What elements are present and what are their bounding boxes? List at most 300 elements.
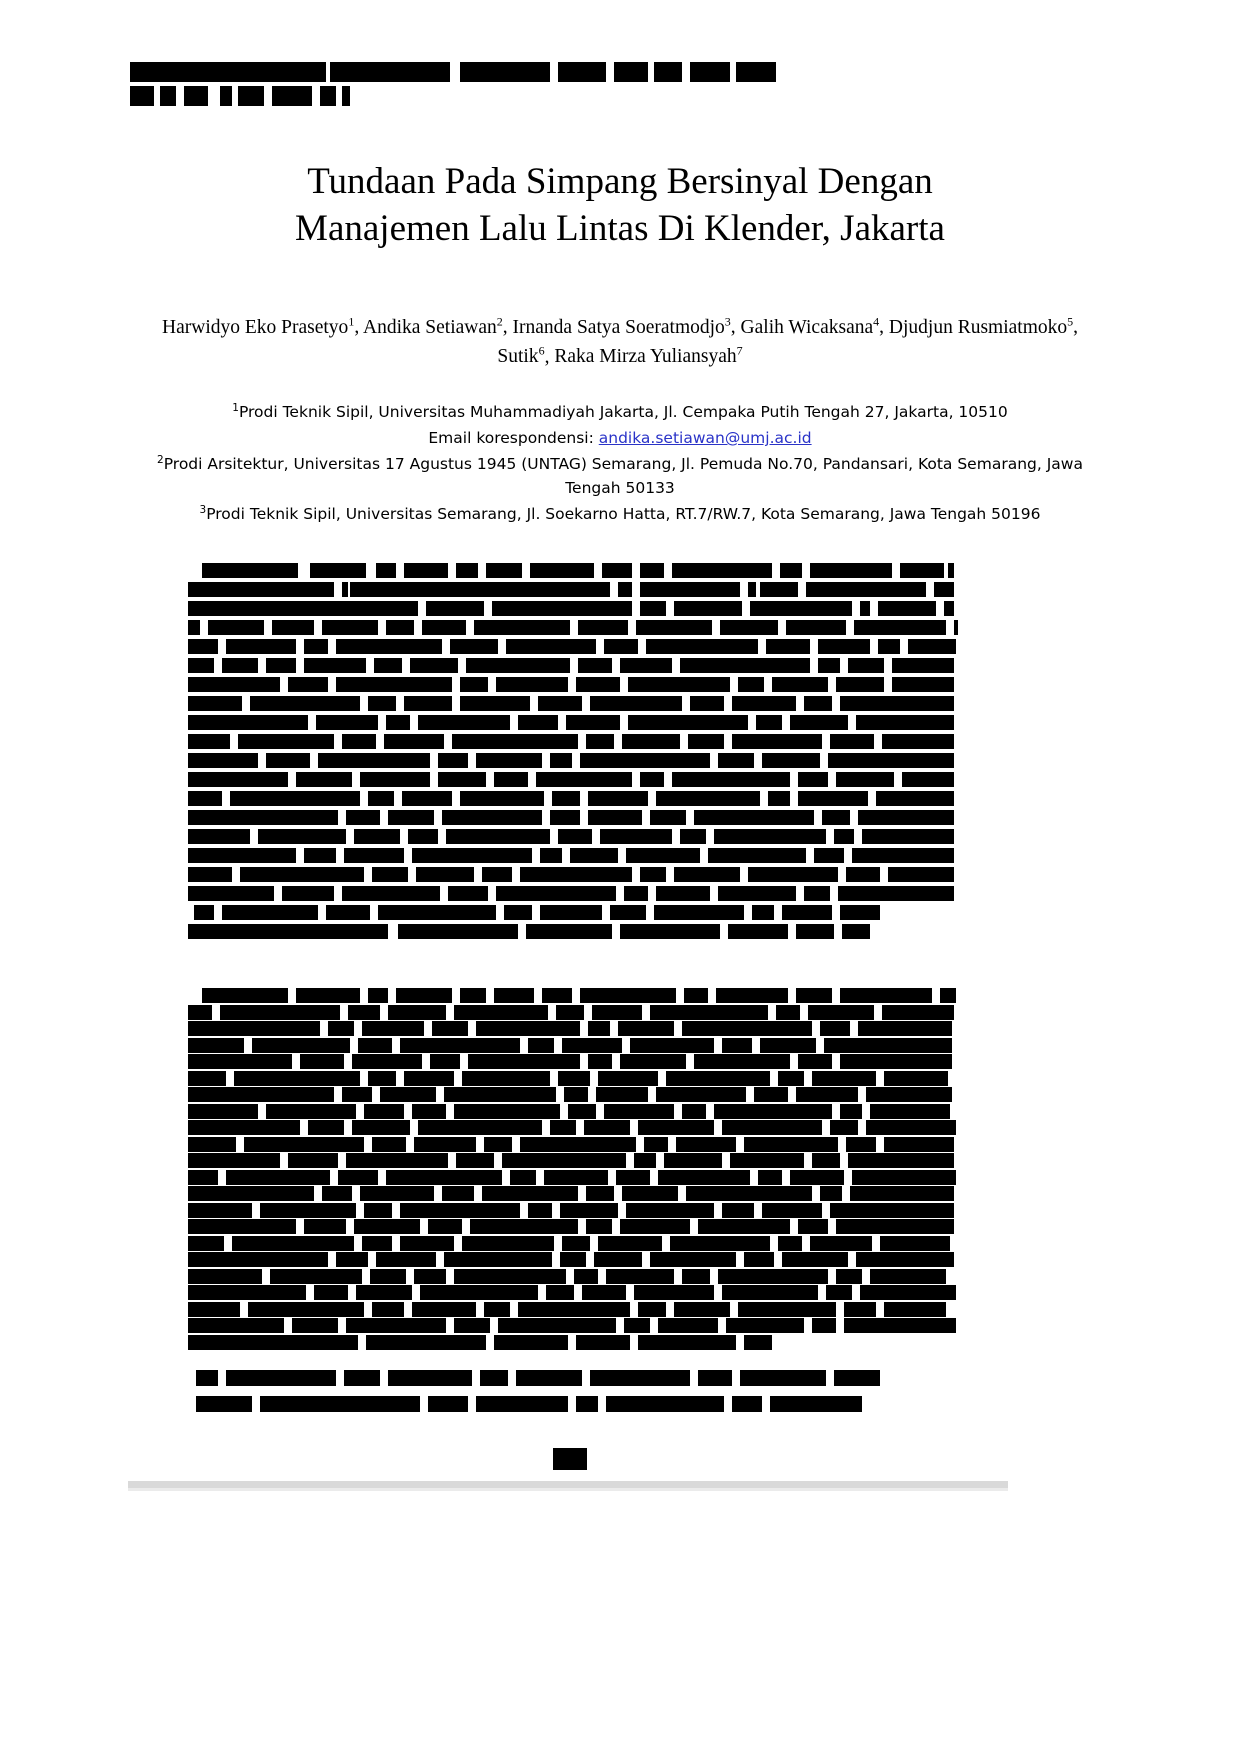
redaction-bar [550,753,572,768]
redaction-bar [810,1236,872,1251]
redaction-bar [790,715,848,730]
redaction-bar [754,1087,788,1102]
title-line-2: Manajemen Lalu Lintas Di Klender, Jakarta [295,208,945,250]
redaction-bar [604,639,638,654]
redacted-text-line [188,1021,958,1036]
redaction-bar [848,658,884,673]
redaction-bar [824,1038,952,1053]
redaction-bar [188,1302,240,1317]
redaction-bar [848,1153,954,1168]
redaction-bar [760,582,798,597]
redaction-bar [296,772,352,787]
redaction-bar [838,886,954,901]
redaction-bar [282,886,334,901]
redaction-bar [454,1104,560,1119]
redaction-bar [818,639,870,654]
redaction-bar [798,1219,828,1234]
redaction-bar [830,1203,954,1218]
redaction-bar [258,829,346,844]
redaction-bar [460,988,486,1003]
redaction-bar [304,1219,346,1234]
redaction-bar [858,810,954,825]
redaction-bar [846,1137,876,1152]
redaction-bar [232,1236,354,1251]
redaction-bar [714,829,826,844]
redaction-bar [356,1285,412,1300]
redacted-text-line [188,1186,958,1201]
redaction-bar [520,867,632,882]
redaction-bar [346,810,380,825]
redaction-bar [846,867,880,882]
redaction-bar [638,1120,714,1135]
redaction-bar [220,1005,340,1020]
redaction-bar [446,829,550,844]
redaction-bar [576,1335,630,1350]
redaction-bar [626,848,700,863]
redaction-bar [610,905,646,920]
page-title [150,158,1090,253]
redaction-bar [386,620,414,635]
redaction-bar [188,848,296,863]
redaction-bar [506,639,596,654]
redaction-bar [450,639,498,654]
redaction-bar [574,1269,598,1284]
redaction-bar [748,867,838,882]
redaction-bar [188,1137,236,1152]
redaction-bar [188,658,214,673]
redaction-bar [840,988,932,1003]
redaction-bar [240,867,364,882]
redaction-bar [870,1269,946,1284]
redacted-text-line [188,715,954,730]
introduction-redacted-block [188,988,958,1351]
redaction-bar [718,886,796,901]
redaction-bar [620,924,720,939]
redaction-bar [860,601,870,616]
redaction-bar [366,1335,486,1350]
redaction-bar [740,1370,826,1386]
redaction-bar [462,1236,554,1251]
redaction-bar [812,1153,840,1168]
redaction-bar [884,1071,948,1086]
redaction-bar [160,86,176,106]
redaction-bar [494,772,528,787]
redaction-bar [358,1038,392,1053]
redaction-bar [948,563,954,578]
redaction-bar [244,1137,364,1152]
redaction-bar [368,988,388,1003]
redaction-bar [634,1153,656,1168]
redacted-text-line [188,696,954,711]
redaction-bar [476,1021,580,1036]
redaction-bar [562,1038,622,1053]
redacted-text-line [188,924,954,939]
redaction-bar [810,563,892,578]
redaction-bar [412,1302,476,1317]
redaction-bar [510,1170,536,1185]
redaction-bar [188,1335,358,1350]
redaction-bar [750,601,852,616]
redaction-bar [442,810,542,825]
redaction-bar [188,1120,300,1135]
redaction-bar [586,1186,614,1201]
redaction-bar [310,563,366,578]
redaction-bar [502,1153,626,1168]
redaction-bar [752,905,774,920]
redacted-text-line [188,1120,958,1135]
redaction-bar [342,582,348,597]
redaction-bar [744,1137,838,1152]
redaction-bar [354,1219,420,1234]
redaction-bar [854,620,946,635]
redaction-bar [586,734,614,749]
redaction-bar [722,1120,822,1135]
redaction-bar [202,988,288,1003]
redaction-bar [188,734,230,749]
author-4: Djudjun Rusmiatmoko$^5$ [888,314,1074,338]
redaction-bar [620,658,672,673]
redacted-text-line [188,1219,958,1234]
redaction-bar [188,829,250,844]
redaction-bar [856,1252,954,1267]
bottom-divider-shadow [128,1488,1008,1491]
redaction-bar [530,563,594,578]
redaction-bar [840,1054,952,1069]
redaction-bar [798,772,828,787]
redaction-bar [656,886,710,901]
redaction-bar [452,734,578,749]
redaction-bar [188,1005,212,1020]
redaction-bar [234,1071,360,1086]
redaction-bar [798,791,868,806]
redaction-bar [222,658,258,673]
redaction-bar [640,601,666,616]
redaction-bar [760,1038,816,1053]
redaction-bar [348,1005,380,1020]
redaction-bar [688,734,724,749]
redaction-bar [460,62,550,82]
redaction-bar [188,867,232,882]
redaction-bar [836,1219,954,1234]
affiliation-1: $^1$Prodi Teknik Sipil, Universitas Muhammadiyah Jakarta, Jl. Cempaka Putih Tengah 27, Jakarta, 10510 [232,402,1008,422]
redaction-bar [188,1236,224,1251]
redaction-bar [776,1005,800,1020]
redaction-bar [880,1236,950,1251]
redaction-bar [866,1120,956,1135]
redaction-bar [806,582,926,597]
redaction-bar [360,1186,434,1201]
redaction-bar [226,1170,330,1185]
correspondence-email-row [140,426,1100,450]
redaction-bar [718,1269,828,1284]
redaction-bar [658,1318,718,1333]
redaction-bar [564,1087,588,1102]
redaction-bar [680,829,706,844]
redaction-bar [362,1021,424,1036]
redaction-bar [504,905,532,920]
redaction-bar [672,772,790,787]
redaction-bar [188,639,218,654]
redaction-bar [354,829,400,844]
redaction-bar [518,715,558,730]
redaction-bar [288,1153,338,1168]
redaction-bar [866,1087,952,1102]
redaction-bar [622,734,680,749]
redaction-bar [188,1219,296,1234]
redaction-bar [188,924,388,939]
redaction-bar [586,1219,612,1234]
redaction-bar [404,696,452,711]
redaction-bar [708,848,806,863]
redaction-bar [878,639,900,654]
redaction-bar [368,791,394,806]
redaction-bar [902,772,954,787]
redaction-bar [188,772,288,787]
redaction-bar [460,696,530,711]
redaction-bar [654,62,682,82]
redaction-bar [682,1021,812,1036]
redaction-bar [438,772,486,787]
redaction-bar [414,1137,476,1152]
redacted-text-line [188,620,954,635]
redaction-bar [720,620,778,635]
author-6: Raka Mirza Yuliansyah$^7$ [554,343,743,368]
redaction-bar [442,1186,474,1201]
redaction-bar [830,1120,858,1135]
redaction-bar [270,1269,362,1284]
redaction-bar [420,1285,538,1300]
redaction-bar [342,886,440,901]
redaction-bar [778,1071,804,1086]
redacted-text-line [188,1071,958,1086]
redaction-bar [492,601,632,616]
redaction-bar [542,988,572,1003]
redaction-bar [694,1054,790,1069]
redaction-bar [338,1170,378,1185]
redaction-bar [830,734,874,749]
redaction-bar [618,1021,674,1036]
redaction-bar [416,867,474,882]
redaction-bar [822,810,850,825]
redaction-bar [570,848,618,863]
redaction-bar [344,1370,380,1386]
redaction-bar [768,791,790,806]
redaction-bar [676,1137,736,1152]
redaction-bar [188,1054,292,1069]
redacted-text-line [188,810,954,825]
redacted-text-line [188,1137,958,1152]
redacted-text-line [188,1285,958,1300]
redaction-bar [188,1021,320,1036]
redaction-bar [188,791,222,806]
redaction-bar [684,988,708,1003]
redaction-bar [590,696,682,711]
redaction-bar [188,1318,284,1333]
redaction-bar [718,753,754,768]
redaction-bar [418,715,510,730]
redaction-bar [674,867,740,882]
redaction-bar [408,829,438,844]
redacted-text-line [130,86,660,106]
redaction-bar [238,734,334,749]
redaction-bar [786,620,846,635]
redaction-bar [682,1104,706,1119]
redaction-bar [758,1170,782,1185]
redacted-text-line [188,1054,958,1069]
author-0: Harwidyo Eko Prasetyo$^1$ [162,314,355,338]
author-1: Andika Setiawan$^2$ [363,314,503,338]
redaction-bar [656,791,760,806]
redacted-text-line [188,677,954,692]
redaction-bar [588,791,648,806]
author-5: Sutik$^6$ [497,343,545,368]
redaction-bar [834,829,854,844]
redaction-bar [494,1335,568,1350]
redaction-bar [484,1302,510,1317]
redaction-bar [352,1120,410,1135]
redaction-bar [272,86,312,106]
redaction-bar [576,677,620,692]
redaction-bar [188,1071,226,1086]
redaction-bar [844,601,852,616]
redaction-bar [852,1170,956,1185]
redaction-bar [722,1203,754,1218]
redaction-bar [402,791,452,806]
bottom-divider [128,1481,1008,1488]
redacted-text-line [188,1269,958,1284]
redaction-bar [342,86,350,106]
redaction-bar [428,1396,468,1412]
redaction-bar [130,86,154,106]
redacted-text-line [188,1318,958,1333]
redaction-bar [798,1054,832,1069]
redaction-bar [344,848,404,863]
redaction-bar [400,1236,454,1251]
redaction-bar [388,810,434,825]
redaction-bar [482,1186,578,1201]
redaction-bar [342,1087,372,1102]
email-link[interactable]: andika.setiawan@umj.ac.id [598,429,812,448]
redaction-bar [308,1120,344,1135]
redaction-bar [634,1285,714,1300]
redacted-text-line [188,658,954,673]
redaction-bar [260,1396,420,1412]
redacted-text-line [196,1396,881,1412]
redaction-bar [940,988,956,1003]
redaction-bar [196,1370,218,1386]
redacted-text-line [188,639,954,654]
redaction-bar [188,1038,244,1053]
redacted-text-line [188,1252,958,1267]
redaction-bar [882,1005,954,1020]
redaction-bar [378,905,496,920]
redaction-bar [686,1186,812,1201]
redaction-bar [314,1285,348,1300]
affiliation-2: $^2$Prodi Arsitektur, Universitas 17 Agustus 1945 (UNTAG) Semarang, Jl. Pemuda No.70, Pandansari, Kota Semarang, Jawa Tengah 50133 [157,454,1083,498]
redaction-bar [836,677,884,692]
redaction-bar [538,696,582,711]
redacted-text-line [188,1203,958,1218]
redaction-bar [188,1170,218,1185]
redaction-bar [944,601,954,616]
redaction-bar [624,886,648,901]
redaction-bar [606,1269,674,1284]
redaction-bar [844,1318,956,1333]
redaction-bar [432,1021,468,1036]
redaction-bar [844,1302,876,1317]
redaction-bar [388,1370,472,1386]
redaction-bar [316,715,378,730]
redaction-bar [462,1071,550,1086]
redaction-bar [520,1137,636,1152]
redacted-text-line [188,886,954,901]
redaction-bar [620,1219,690,1234]
redaction-bar [882,734,954,749]
redaction-bar [836,772,894,787]
redaction-bar [330,62,450,82]
redaction-bar [342,734,376,749]
redaction-bar [130,62,326,82]
redaction-bar [484,1137,512,1152]
redacted-text-line [188,563,954,578]
redaction-bar [716,988,788,1003]
redaction-bar [376,1252,436,1267]
redaction-bar [346,1153,448,1168]
redaction-bar [428,1219,462,1234]
redaction-bar [336,677,452,692]
redaction-bar [628,715,748,730]
redaction-bar [552,791,580,806]
redaction-bar [544,1170,608,1185]
redaction-bar [374,658,402,673]
redacted-text-line [188,753,954,768]
redaction-bar [350,582,610,597]
redacted-text-line [188,867,954,882]
redaction-bar [188,1087,334,1102]
redaction-bar [884,1302,946,1317]
redaction-bar [188,810,338,825]
redaction-bar [826,1285,852,1300]
redaction-bar [454,1269,566,1284]
redaction-bar [188,1153,280,1168]
redaction-bar [580,988,676,1003]
redaction-bar [590,1370,690,1386]
redaction-bar [476,753,542,768]
redaction-bar [748,582,756,597]
redaction-bar [260,1203,356,1218]
redacted-text-line [188,905,954,920]
redaction-bar [410,658,458,673]
redacted-text-line [188,582,954,597]
redaction-bar [744,1335,772,1350]
redaction-bar [698,1219,790,1234]
redaction-bar [862,829,954,844]
redaction-bar [470,1219,578,1234]
redaction-bar [318,753,430,768]
redaction-bar [516,1370,582,1386]
redaction-bar [592,1005,642,1020]
redaction-bar [828,753,954,768]
redaction-bar [304,658,366,673]
redaction-bar [840,905,880,920]
redaction-bar [560,1252,586,1267]
redaction-bar [352,1054,422,1069]
redaction-bar [804,886,830,901]
redaction-bar [300,1054,344,1069]
redaction-bar [526,924,612,939]
redaction-bar [588,1054,612,1069]
redaction-bar [818,658,840,673]
